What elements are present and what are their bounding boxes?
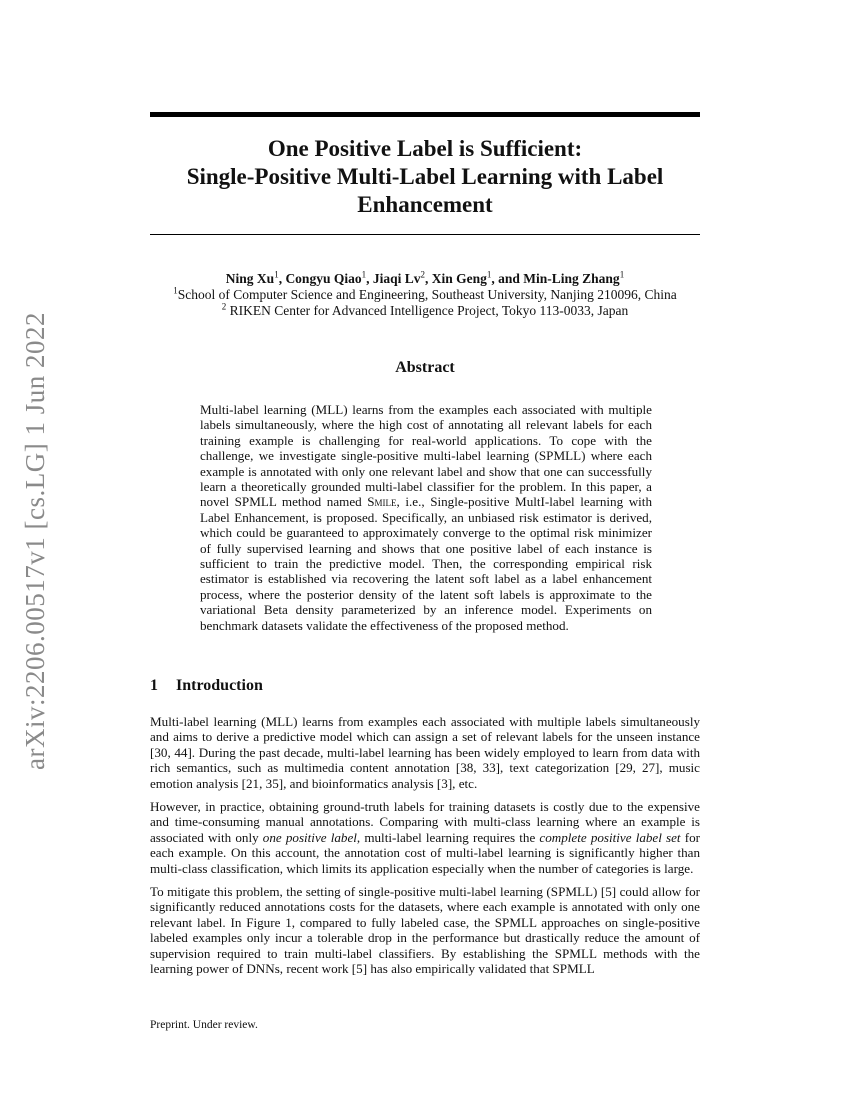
title-line-3: Enhancement: [357, 192, 493, 217]
emphasis: complete positive label set: [539, 829, 681, 845]
section-heading-introduction: [150, 677, 700, 695]
author-name: Min-Ling Zhang: [523, 271, 620, 286]
section-title: Introduction: [176, 677, 263, 694]
abstract-heading: Abstract: [395, 359, 455, 376]
method-name: Smile: [367, 494, 397, 510]
paragraph: Multi-label learning (MLL) learns from examples each associated with multiple labels simultaneously and aims to derive a predictive model which can assign a set of relevant labels for the unseen instance [30, 44]. During the past decade, multi-label learning has been widely employed to learn from data with rich semantics, such as multimedia content annotation [38, 33], text categorization [29, 27], music emotion analysis [21, 35], and bioinformatics analysis [3], etc.: [150, 714, 700, 791]
paragraph: To mitigate this problem, the setting of single-positive multi-label learning (SPMLL) [5] could allow for significantly reduced annotations costs for the datasets, where each example is annotated with only one relevant label. In Figure 1, compared to fully labeled case, the SPMLL approaches on single-positive labeled examples only incur a tolerable drop in the performance but drastically reduce the amount of supervision required to train multi-label classifiers. By establishing the SPMLL methods with the learning power of DNNs, recent work [5] has also empirically validated that SPMLL: [150, 884, 700, 977]
introduction-body: [150, 714, 700, 985]
affiliation-2: $^2$ RIKEN Center for Advanced Intelligence Project, Tokyo 113-0033, Japan: [221, 301, 629, 318]
author-name: Xin Geng: [431, 271, 487, 286]
paragraph: However, in practice, obtaining ground-truth labels for training datasets is costly due to the expensive and time-consuming manual annotations. Comparing with multi-class learning where an example is associated with only one positive label, multi-label learning requires the complete positive label set for each example. On this account, the annotation cost of multi-label learning is significantly higher than multi-class classification, which limits its application especially when the number of categories is large.: [150, 799, 700, 876]
emphasis: one positive label: [262, 829, 357, 845]
title-line-2: Single-Positive Multi-Label Learning with Label: [186, 164, 664, 189]
title-bottom-rule: [150, 234, 700, 235]
author-names: Ning Xu$^1$, Congyu Qiao$^1$, Jiaqi Lv$^2$, Xin Geng$^1$, and Min-Ling Zhang$^1$: [225, 269, 625, 286]
section-number: 1: [150, 677, 158, 694]
abstract-body: Multi-label learning (MLL) learns from the examples each associated with multiple labels simultaneously, where the high cost of annotating all relevant labels for each training example is challenging for real-world applications. To cope with the challenge, we investigate single-positive multi-label learning (SPMLL) where each example is annotated with only one relevant label and show that one can successfully learn a theoretically grounded multi-label classifier for the problem. In this paper, a novel SPMLL method named Smile, i.e., Single-positive MultI-label learning with Label Enhancement, is proposed. Specifically, an unbiased risk estimator is derived, which could be guaranteed to approximately converge to the optimal risk minimizer of fully supervised learning and shows that one positive label of each instance is sufficient to train the predictive model. Then, the corresponding empirical risk estimator is established via recovering the latent soft label as a label enhancement process, where the posterior density of the latent soft labels is approximate to the variational Beta density parameterized by an inference model. Experiments on benchmark datasets validate the effectiveness of the proposed method.: [200, 402, 652, 633]
author-name: Congyu Qiao: [285, 271, 362, 286]
author-name: Ning Xu: [225, 271, 275, 286]
preprint-footer: Preprint. Under review.: [150, 1019, 258, 1031]
title-top-rule: [150, 112, 700, 117]
author-block: [150, 271, 700, 319]
title-line-1: One Positive Label is Sufficient:: [267, 136, 583, 161]
paper-title: [150, 135, 700, 219]
affiliation-1: $^1$School of Computer Science and Engineering, Southeast University, Nanjing 210096, China: [173, 285, 677, 302]
author-name: Jiaqi Lv: [372, 271, 421, 286]
arxiv-identifier-stamp: arXiv:2206.00517v1 [cs.LG] 1 Jun 2022: [20, 312, 50, 770]
